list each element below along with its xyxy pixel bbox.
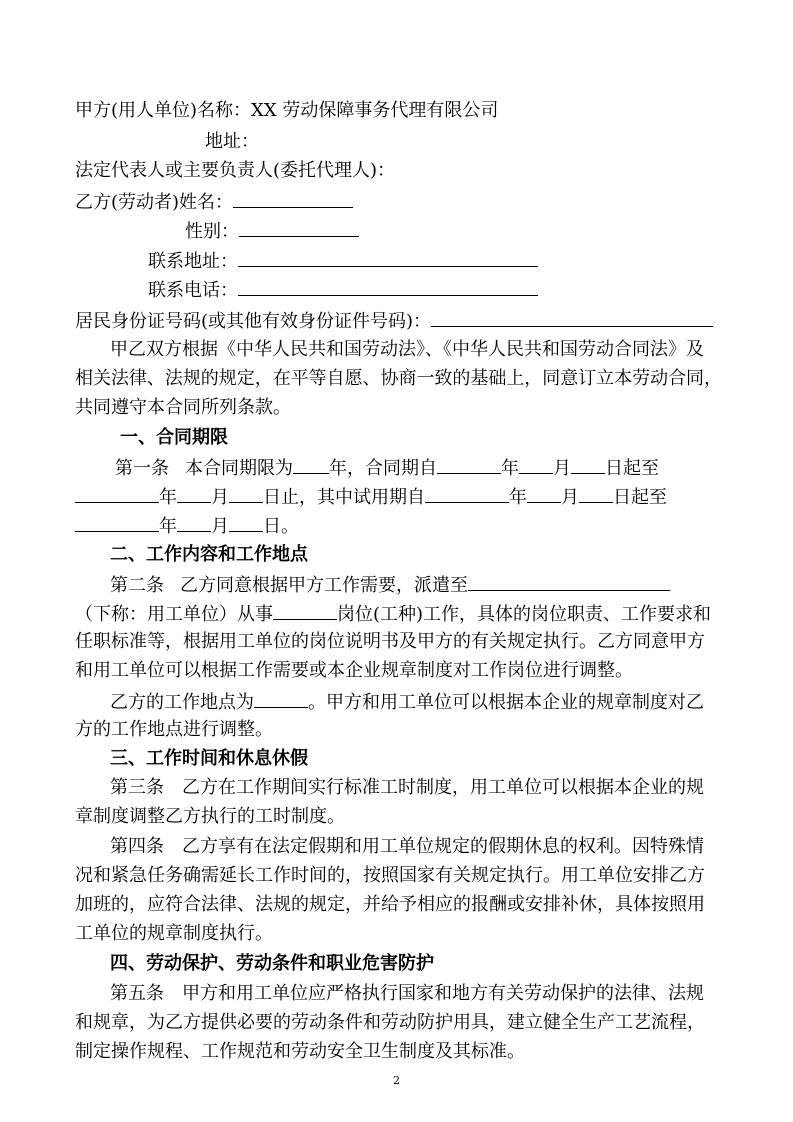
article-1-line-2: 年 月 日止，其中试用期自 年 月 日起至 bbox=[75, 485, 667, 509]
section-heading-term: 一、合同期限 bbox=[120, 427, 228, 448]
article-5-line-1: 第五条 甲方和用工单位应严格执行国家和地方有关劳动保护的法律、法规 bbox=[110, 983, 704, 1004]
start-month-blank[interactable] bbox=[519, 456, 553, 474]
id-number-line bbox=[75, 309, 713, 333]
probation-start-day-blank[interactable] bbox=[579, 485, 613, 503]
article-1-line-3: 年 月 日。 bbox=[75, 514, 299, 538]
party-b-name-blank[interactable] bbox=[233, 190, 353, 208]
contact-phone-blank[interactable] bbox=[238, 278, 538, 296]
gender-blank[interactable] bbox=[239, 219, 359, 237]
start-day-blank[interactable] bbox=[571, 456, 605, 474]
party-a-name-line: 甲方(用人单位)名称：XX 劳动保障事务代理有限公司 bbox=[75, 100, 499, 121]
probation-end-month-blank[interactable] bbox=[177, 514, 211, 532]
contact-address-blank[interactable] bbox=[238, 249, 538, 267]
article-5-line-2: 和规章，为乙方提供必要的劳动条件和劳动防护用具，建立健全生产工艺流程， bbox=[75, 1012, 705, 1033]
preamble-line-1: 甲乙双方根据《中华人民共和国劳动法》、《中华人民共和国劳动合同法》及 bbox=[110, 339, 704, 360]
section-heading-work: 二、工作内容和工作地点 bbox=[110, 544, 308, 565]
dispatch-unit-blank[interactable] bbox=[468, 573, 670, 591]
id-number-blank[interactable] bbox=[431, 309, 713, 327]
article-4-line-4: 工单位的规章制度执行。 bbox=[75, 923, 273, 944]
article-2-line-1: 第二条 乙方同意根据甲方工作需要，派遣至 bbox=[110, 573, 670, 597]
article-2-label: 第二条 bbox=[110, 575, 164, 596]
contact-address-label: 联系地址： bbox=[148, 251, 238, 272]
contact-phone-label: 联系电话： bbox=[148, 280, 238, 301]
article-2-line-3: 任职标准等，根据用工单位的岗位说明书及甲方的有关规定执行。乙方同意甲方 bbox=[75, 631, 705, 652]
workplace-line-1: 乙方的工作地点为 。甲方和用工单位可以根据本企业的规章制度对乙 bbox=[110, 692, 704, 713]
address-label: 地址： bbox=[205, 131, 259, 152]
section-heading-hours: 三、工作时间和休息休假 bbox=[110, 748, 308, 769]
preamble-line-2: 相关法律、法规的规定，在平等自愿、协商一致的基础上，同意订立本劳动合同， bbox=[75, 368, 722, 389]
article-4-line-2: 况和紧急任务确需延长工作时间的，按照国家有关规定执行。用工单位安排乙方 bbox=[75, 865, 705, 886]
section-heading-protection: 四、劳动保护、劳动条件和职业危害防护 bbox=[110, 953, 434, 974]
term-years-blank[interactable] bbox=[293, 456, 329, 474]
probation-start-month-blank[interactable] bbox=[527, 485, 561, 503]
article-4-line-3: 加班的，应符合法律、法规的规定，并给予相应的报酬或安排补休，具体按照用 bbox=[75, 894, 705, 915]
end-month-blank[interactable] bbox=[177, 485, 211, 503]
article-3-line-2: 章制度调整乙方执行的工时制度。 bbox=[75, 806, 345, 827]
workplace-blank[interactable] bbox=[254, 690, 308, 708]
contact-address-line bbox=[148, 249, 538, 273]
article-4-line-1: 第四条 乙方享有在法定假期和用工单位规定的假期休息的权利。因特殊情 bbox=[110, 836, 704, 857]
article-3-line-1: 第三条 乙方在工作期间实行标准工时制度，用工单位可以根据本企业的规 bbox=[110, 777, 704, 798]
party-b-name-line bbox=[75, 190, 353, 214]
gender-line bbox=[185, 219, 359, 243]
workplace-line-2: 方的工作地点进行调整。 bbox=[75, 719, 273, 740]
probation-end-year-blank[interactable] bbox=[75, 514, 159, 532]
page-number: 2 bbox=[393, 1074, 400, 1087]
article-5-line-3: 制定操作规程、工作规范和劳动安全卫生制度及其标准。 bbox=[75, 1041, 525, 1062]
id-number-label: 居民身份证号码(或其他有效身份证件号码)： bbox=[75, 311, 432, 332]
legal-rep-line: 法定代表人或主要负责人(委托代理人)： bbox=[75, 160, 396, 181]
article-1-line-1: 第一条 本合同期限为 年，合同期自 年 月 日起至 bbox=[115, 458, 659, 479]
article-2-line-4: 和用工单位可以根据工作需要或本企业规章制度对工作岗位进行调整。 bbox=[75, 660, 633, 681]
preamble-line-3: 共同遵守本合同所列条款。 bbox=[75, 397, 291, 418]
start-year-blank[interactable] bbox=[437, 456, 501, 474]
party-b-name-label: 乙方(劳动者)姓名： bbox=[75, 192, 234, 213]
gender-label: 性别： bbox=[185, 221, 239, 242]
position-blank[interactable] bbox=[273, 602, 337, 620]
probation-end-day-blank[interactable] bbox=[229, 514, 263, 532]
end-day-blank[interactable] bbox=[229, 485, 263, 503]
probation-start-year-blank[interactable] bbox=[425, 485, 509, 503]
article-1-label: 第一条 bbox=[115, 458, 169, 479]
end-year-blank[interactable] bbox=[75, 485, 159, 503]
contact-phone-line bbox=[148, 278, 538, 302]
article-2-line-2: （下称：用工单位）从事 岗位(工种)工作，具体的岗位职责、工作要求和 bbox=[75, 604, 712, 625]
